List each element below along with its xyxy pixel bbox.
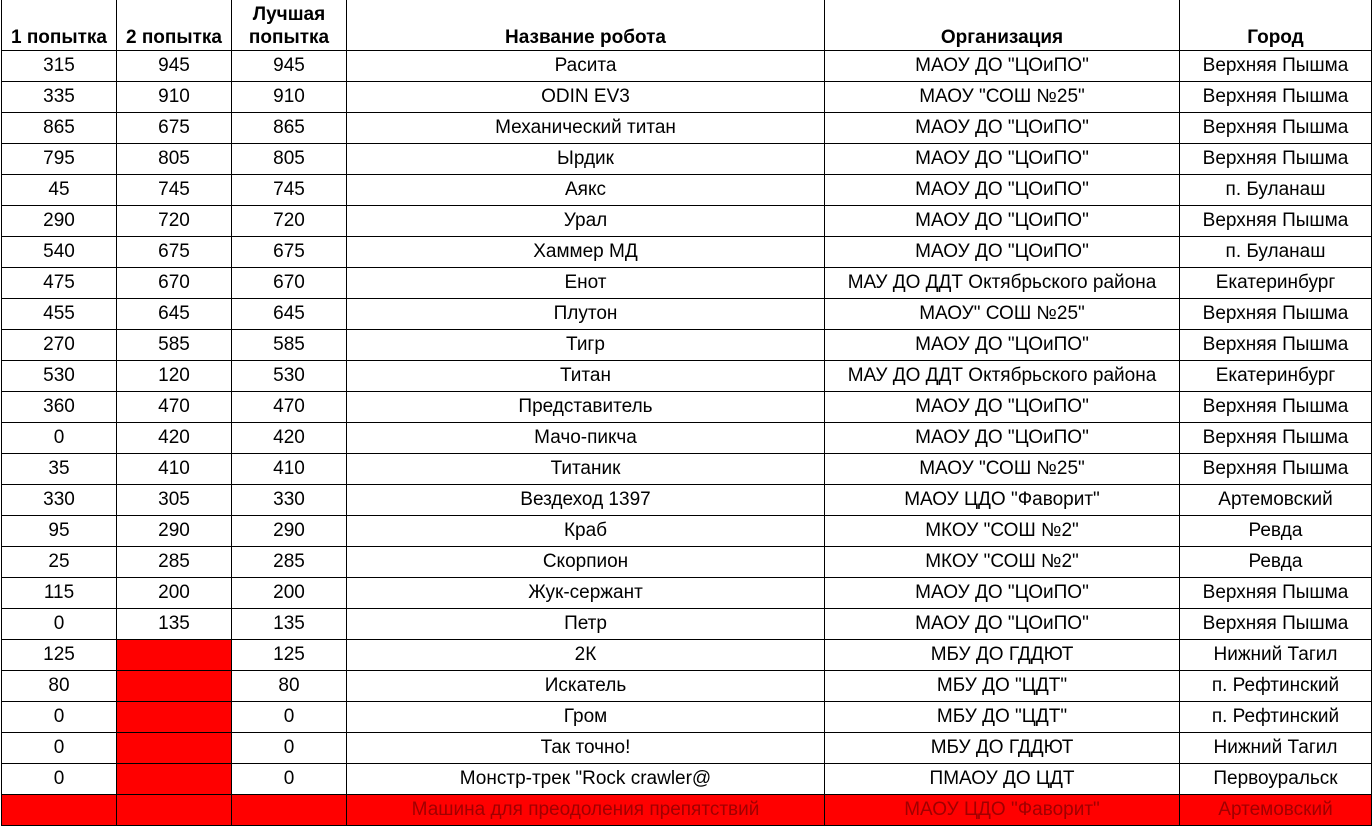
cell-attempt-2: 305 — [117, 485, 232, 516]
cell-city: п. Рефтинский — [1180, 702, 1372, 733]
table-row — [2, 237, 1372, 268]
cell-best-attempt: 945 — [232, 51, 347, 82]
cell-best-attempt: 410 — [232, 454, 347, 485]
cell-robot-name: Петр — [347, 609, 825, 640]
cell-attempt-1: 0 — [2, 423, 117, 454]
cell-attempt-1: 0 — [2, 764, 117, 795]
cell-attempt-2: 420 — [117, 423, 232, 454]
cell-city: Ревда — [1180, 516, 1372, 547]
cell-city: Верхняя Пышма — [1180, 609, 1372, 640]
cell-attempt-2: 910 — [117, 82, 232, 113]
cell-attempt-2: 720 — [117, 206, 232, 237]
cell-robot-name: Титан — [347, 361, 825, 392]
cell-attempt-1 — [2, 795, 117, 826]
cell-best-attempt: 805 — [232, 144, 347, 175]
cell-best-attempt: 530 — [232, 361, 347, 392]
cell-city: Екатеринбург — [1180, 361, 1372, 392]
cell-best-attempt — [232, 795, 347, 826]
cell-attempt-2 — [117, 795, 232, 826]
table-row — [2, 113, 1372, 144]
cell-best-attempt: 420 — [232, 423, 347, 454]
cell-attempt-2: 585 — [117, 330, 232, 361]
cell-attempt-2: 805 — [117, 144, 232, 175]
cell-city: Верхняя Пышма — [1180, 82, 1372, 113]
cell-organization: МАОУ ДО "ЦОиПО" — [825, 578, 1180, 609]
cell-robot-name: Искатель — [347, 671, 825, 702]
cell-attempt-2: 290 — [117, 516, 232, 547]
cell-attempt-2: 285 — [117, 547, 232, 578]
cell-attempt-2: 745 — [117, 175, 232, 206]
table-row — [2, 454, 1372, 485]
cell-best-attempt: 330 — [232, 485, 347, 516]
cell-organization: МАОУ "СОШ №25" — [825, 454, 1180, 485]
cell-attempt-1: 795 — [2, 144, 117, 175]
header-attempt-2: 2 попытка — [117, 0, 232, 51]
cell-attempt-2: 200 — [117, 578, 232, 609]
table-body — [2, 51, 1372, 826]
cell-organization: МАОУ ДО "ЦОиПО" — [825, 609, 1180, 640]
cell-city: Артемовский — [1180, 485, 1372, 516]
header-city: Город — [1180, 0, 1372, 51]
cell-best-attempt: 910 — [232, 82, 347, 113]
cell-organization: МАОУ ДО "ЦОиПО" — [825, 175, 1180, 206]
cell-city: Верхняя Пышма — [1180, 454, 1372, 485]
cell-attempt-1: 35 — [2, 454, 117, 485]
table-row — [2, 51, 1372, 82]
cell-organization: МАУ ДО ДДТ Октябрьского района — [825, 268, 1180, 299]
cell-city: Верхняя Пышма — [1180, 392, 1372, 423]
cell-robot-name: Титаник — [347, 454, 825, 485]
cell-robot-name: Жук-сержант — [347, 578, 825, 609]
table-row — [2, 764, 1372, 795]
cell-attempt-1: 540 — [2, 237, 117, 268]
header-attempt-1: 1 попытка — [2, 0, 117, 51]
cell-city: Нижний Тагил — [1180, 640, 1372, 671]
cell-attempt-2: 410 — [117, 454, 232, 485]
table-row — [2, 578, 1372, 609]
cell-best-attempt: 720 — [232, 206, 347, 237]
table-row — [2, 268, 1372, 299]
cell-robot-name: Плутон — [347, 299, 825, 330]
table-row — [2, 392, 1372, 423]
cell-city: п. Буланаш — [1180, 175, 1372, 206]
header-robot-name: Название робота — [347, 0, 825, 51]
table-row — [2, 485, 1372, 516]
cell-best-attempt: 0 — [232, 764, 347, 795]
cell-organization: МКОУ "СОШ №2" — [825, 516, 1180, 547]
cell-organization: МАУ ДО ДДТ Октябрьского района — [825, 361, 1180, 392]
cell-organization: МАОУ ДО "ЦОиПО" — [825, 423, 1180, 454]
cell-robot-name: Аякс — [347, 175, 825, 206]
cell-best-attempt: 865 — [232, 113, 347, 144]
cell-organization: МАОУ "СОШ №25" — [825, 82, 1180, 113]
cell-city: Нижний Тагил — [1180, 733, 1372, 764]
table-row — [2, 516, 1372, 547]
cell-robot-name: Машина для преодоления препятствий — [347, 795, 825, 826]
cell-best-attempt: 125 — [232, 640, 347, 671]
cell-organization: МБУ ДО ГДДЮТ — [825, 640, 1180, 671]
cell-best-attempt: 200 — [232, 578, 347, 609]
cell-attempt-1: 530 — [2, 361, 117, 392]
cell-organization: МАОУ ДО "ЦОиПО" — [825, 51, 1180, 82]
cell-city: Верхняя Пышма — [1180, 330, 1372, 361]
cell-robot-name: 2К — [347, 640, 825, 671]
header-best-attempt: Лучшая попытка — [232, 0, 347, 51]
cell-robot-name: Енот — [347, 268, 825, 299]
cell-best-attempt: 645 — [232, 299, 347, 330]
cell-attempt-1: 95 — [2, 516, 117, 547]
cell-attempt-1: 0 — [2, 702, 117, 733]
table-row — [2, 299, 1372, 330]
cell-attempt-2 — [117, 671, 232, 702]
cell-organization: МАОУ ДО "ЦОиПО" — [825, 330, 1180, 361]
cell-attempt-2: 670 — [117, 268, 232, 299]
cell-city: Верхняя Пышма — [1180, 206, 1372, 237]
cell-organization: МБУ ДО "ЦДТ" — [825, 702, 1180, 733]
cell-attempt-1: 360 — [2, 392, 117, 423]
cell-city: Первоуральск — [1180, 764, 1372, 795]
cell-city: Ревда — [1180, 547, 1372, 578]
cell-city: п. Рефтинский — [1180, 671, 1372, 702]
cell-attempt-1: 290 — [2, 206, 117, 237]
cell-robot-name: ODIN EV3 — [347, 82, 825, 113]
cell-best-attempt: 470 — [232, 392, 347, 423]
table-row — [2, 175, 1372, 206]
cell-attempt-1: 80 — [2, 671, 117, 702]
cell-attempt-2: 645 — [117, 299, 232, 330]
cell-organization: МБУ ДО "ЦДТ" — [825, 671, 1180, 702]
cell-city: Верхняя Пышма — [1180, 423, 1372, 454]
cell-city: Екатеринбург — [1180, 268, 1372, 299]
cell-city: Верхняя Пышма — [1180, 51, 1372, 82]
table-row — [2, 733, 1372, 764]
cell-robot-name: Механический титан — [347, 113, 825, 144]
cell-robot-name: Так точно! — [347, 733, 825, 764]
cell-best-attempt: 285 — [232, 547, 347, 578]
cell-attempt-2 — [117, 764, 232, 795]
cell-organization: МАОУ ДО "ЦОиПО" — [825, 206, 1180, 237]
cell-robot-name: Скорпион — [347, 547, 825, 578]
cell-attempt-2 — [117, 702, 232, 733]
cell-best-attempt: 670 — [232, 268, 347, 299]
cell-organization: МАОУ ДО "ЦОиПО" — [825, 144, 1180, 175]
cell-attempt-1: 865 — [2, 113, 117, 144]
cell-city: п. Буланаш — [1180, 237, 1372, 268]
cell-robot-name: Урал — [347, 206, 825, 237]
cell-attempt-2 — [117, 733, 232, 764]
cell-attempt-2 — [117, 640, 232, 671]
cell-robot-name: Ырдик — [347, 144, 825, 175]
cell-attempt-1: 45 — [2, 175, 117, 206]
cell-organization: МКОУ "СОШ №2" — [825, 547, 1180, 578]
cell-robot-name: Расита — [347, 51, 825, 82]
cell-organization: МАОУ ЦДО "Фаворит" — [825, 795, 1180, 826]
cell-attempt-1: 330 — [2, 485, 117, 516]
cell-best-attempt: 675 — [232, 237, 347, 268]
results-table — [1, 0, 1372, 826]
table-row — [2, 361, 1372, 392]
table-row — [2, 82, 1372, 113]
cell-organization: МБУ ДО ГДДЮТ — [825, 733, 1180, 764]
cell-robot-name: Представитель — [347, 392, 825, 423]
cell-best-attempt: 80 — [232, 671, 347, 702]
header-organization: Организация — [825, 0, 1180, 51]
cell-best-attempt: 585 — [232, 330, 347, 361]
cell-organization: МАОУ" СОШ №25" — [825, 299, 1180, 330]
cell-city: Верхняя Пышма — [1180, 144, 1372, 175]
cell-best-attempt: 745 — [232, 175, 347, 206]
table-row — [2, 795, 1372, 826]
cell-best-attempt: 135 — [232, 609, 347, 640]
table-row — [2, 547, 1372, 578]
cell-organization: ПМАОУ ДО ЦДТ — [825, 764, 1180, 795]
table-row — [2, 640, 1372, 671]
cell-robot-name: Краб — [347, 516, 825, 547]
cell-attempt-1: 115 — [2, 578, 117, 609]
cell-attempt-1: 25 — [2, 547, 117, 578]
cell-attempt-2: 120 — [117, 361, 232, 392]
cell-attempt-1: 475 — [2, 268, 117, 299]
cell-robot-name: Монстр-трек "Rock crawler@ — [347, 764, 825, 795]
table-row — [2, 144, 1372, 175]
cell-attempt-1: 315 — [2, 51, 117, 82]
cell-robot-name: Мачо-пикча — [347, 423, 825, 454]
cell-best-attempt: 290 — [232, 516, 347, 547]
cell-organization: МАОУ ДО "ЦОиПО" — [825, 113, 1180, 144]
cell-robot-name: Хаммер МД — [347, 237, 825, 268]
table-row — [2, 702, 1372, 733]
cell-attempt-1: 0 — [2, 733, 117, 764]
cell-city: Верхняя Пышма — [1180, 299, 1372, 330]
table-row — [2, 671, 1372, 702]
cell-attempt-2: 675 — [117, 237, 232, 268]
cell-attempt-2: 675 — [117, 113, 232, 144]
cell-robot-name: Тигр — [347, 330, 825, 361]
cell-city: Артемовский — [1180, 795, 1372, 826]
cell-attempt-1: 335 — [2, 82, 117, 113]
cell-attempt-1: 0 — [2, 609, 117, 640]
cell-attempt-1: 455 — [2, 299, 117, 330]
table-row — [2, 206, 1372, 237]
cell-attempt-2: 135 — [117, 609, 232, 640]
cell-city: Верхняя Пышма — [1180, 113, 1372, 144]
cell-organization: МАОУ ЦДО "Фаворит" — [825, 485, 1180, 516]
cell-robot-name: Вездеход 1397 — [347, 485, 825, 516]
table-row — [2, 609, 1372, 640]
cell-robot-name: Гром — [347, 702, 825, 733]
cell-attempt-1: 125 — [2, 640, 117, 671]
cell-best-attempt: 0 — [232, 733, 347, 764]
cell-city: Верхняя Пышма — [1180, 578, 1372, 609]
cell-organization: МАОУ ДО "ЦОиПО" — [825, 392, 1180, 423]
header-row — [2, 0, 1372, 51]
table-row — [2, 330, 1372, 361]
table-row — [2, 423, 1372, 454]
cell-attempt-2: 470 — [117, 392, 232, 423]
cell-attempt-1: 270 — [2, 330, 117, 361]
cell-organization: МАОУ ДО "ЦОиПО" — [825, 237, 1180, 268]
cell-best-attempt: 0 — [232, 702, 347, 733]
cell-attempt-2: 945 — [117, 51, 232, 82]
